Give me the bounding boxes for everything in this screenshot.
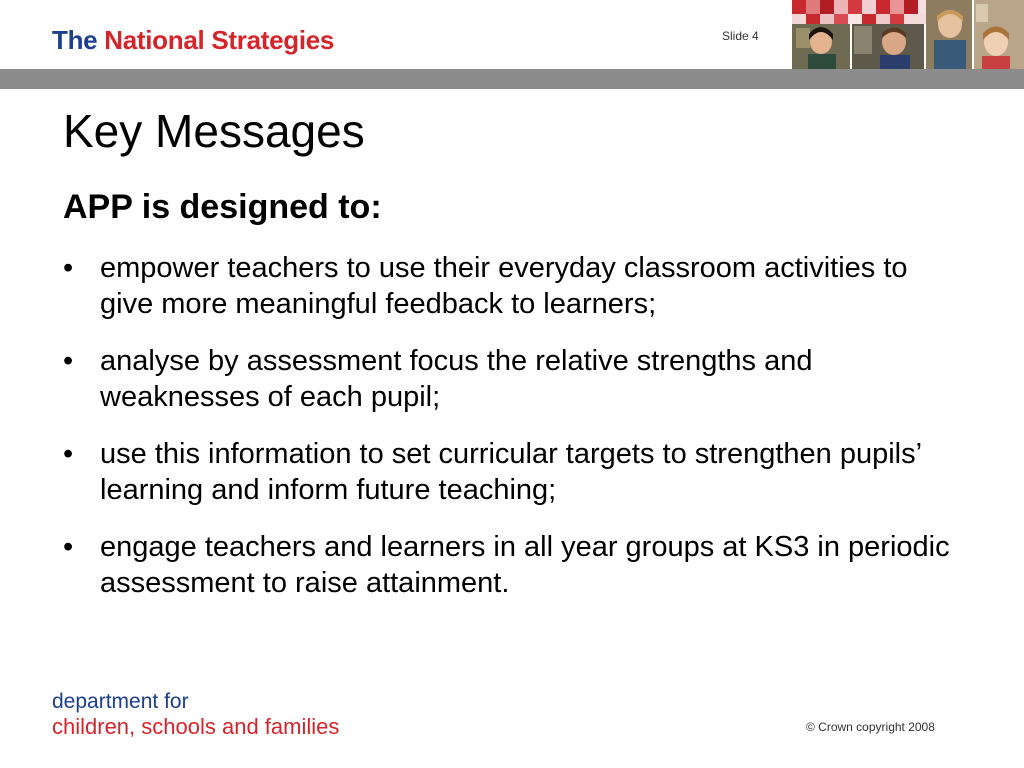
bullet-item — [63, 343, 963, 415]
logo-name: National Strategies — [104, 25, 335, 55]
dcsf-logo-line2: children, schools and families — [52, 714, 340, 739]
header-divider-bar — [0, 69, 1024, 89]
bullet-text: empower teachers to use their everyday classroom activities to give more meaningful feedback to learners; — [100, 252, 908, 320]
bullet-item — [63, 436, 963, 508]
slide-subheading: APP is designed to: — [63, 188, 382, 226]
bullet-text: engage teachers and learners in all year groups at KS3 in periodic assessment to raise attainment. — [100, 531, 950, 599]
bullet-marker: • — [63, 438, 74, 470]
bullet-text: analyse by assessment focus the relative strengths and weaknesses of each pupil; — [100, 345, 813, 413]
bullet-item — [63, 250, 963, 322]
bullet-list — [63, 250, 963, 622]
bullet-marker: • — [63, 252, 74, 284]
slide-number: Slide 4 — [722, 29, 759, 43]
copyright-notice: © Crown copyright 2008 — [806, 720, 935, 734]
bullet-item — [63, 529, 963, 601]
classroom-photo-strip — [790, 0, 1024, 69]
bullet-text: use this information to set curricular targets to strengthen pupils’ learning and inform future teaching; — [100, 438, 921, 506]
dcsf-logo — [52, 690, 339, 740]
bullet-marker: • — [63, 531, 74, 563]
slide-title: Key Messages — [63, 105, 365, 157]
national-strategies-logo — [52, 25, 334, 56]
dcsf-logo-line1: department for — [52, 690, 189, 713]
logo-the: The — [52, 25, 98, 55]
slide-header — [0, 0, 1024, 69]
bullet-marker: • — [63, 345, 74, 377]
